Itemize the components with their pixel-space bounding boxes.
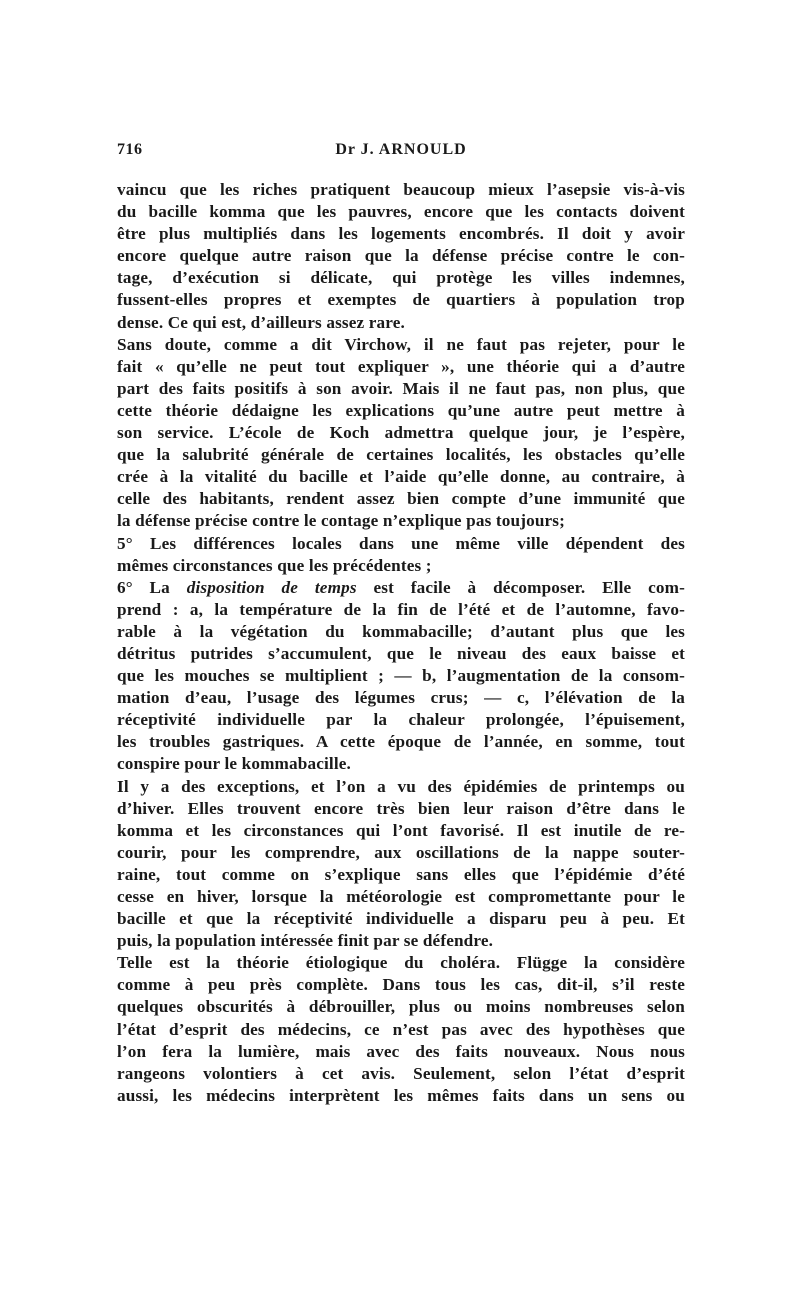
text-line: réceptivité individuelle par la chaleur prolongée, l’épuisement,	[117, 710, 685, 730]
text-line: mation d’eau, l’usage des légumes crus; — c, l’élévation de la	[117, 688, 685, 708]
italic-phrase: disposition de temps	[186, 577, 357, 597]
text-line: conspire pour le kommabacille.	[117, 754, 351, 774]
running-head-author: Dr J. ARNOULD	[335, 141, 467, 158]
text-line: raine, tout comme on s’explique sans elles que l’épidémie d’été	[117, 864, 685, 884]
running-head	[117, 141, 685, 165]
text-line: komma et les circonstances qui l’ont favorisé. Il est inutile de re-	[117, 820, 685, 840]
text-line: rable à la végétation du kommabacille; d’autant plus que les	[117, 621, 685, 641]
text-line: part des faits positifs à son avoir. Mais il ne faut pas, non plus, que	[117, 378, 685, 398]
body-text	[117, 179, 685, 1107]
text-line: que la salubrité générale de certaines localités, les obstacles qu’elle	[117, 445, 685, 465]
text-line: l’on fera la lumière, mais avec des faits nouveaux. Nous nous	[117, 1041, 685, 1061]
text-line: cesse en hiver, lorsque la météorologie est compromettante pour le	[117, 887, 685, 906]
text-line: du bacille komma que les pauvres, encore que les contacts doivent	[117, 202, 685, 222]
book-page	[117, 141, 685, 1107]
text-line: prend : a, la température de la fin de l’été et de l’automne, favo-	[117, 599, 685, 619]
text-line: crée à la vitalité du bacille et l’aide qu’elle donne, au contraire, à	[117, 467, 685, 487]
text-line: Il y a des exceptions, et l’on a vu des épidémies de printemps ou	[117, 776, 685, 796]
text-line: quelques obscurités à débrouiller, plus ou moins nombreuses selon	[117, 997, 685, 1017]
text-fragment: est facile à décomposer. Elle com-	[356, 577, 685, 597]
text-line: Sans doute, comme a dit Virchow, il ne faut pas rejeter, pour le	[117, 334, 685, 354]
text-line: que les mouches se multiplient ; — b, l’augmentation de la consom-	[117, 666, 685, 686]
text-line: puis, la population intéressée finit par se défendre.	[117, 931, 494, 951]
text-line: encore quelque autre raison que la défense précise contre le con-	[117, 246, 685, 266]
text-line: mêmes circonstances que les précédentes ;	[117, 555, 432, 575]
text-fragment: 6° La	[117, 577, 187, 597]
text-line: la défense précise contre le contage n’explique pas toujours;	[117, 511, 566, 531]
text-line: comme à peu près complète. Dans tous les cas, dit-il, s’il reste	[117, 975, 685, 995]
text-line: cette théorie dédaigne les explications qu’une autre peut mettre à	[117, 400, 685, 420]
text-line: 5° Les différences locales dans une même ville dépendent des	[117, 533, 685, 553]
text-line: d’hiver. Elles trouvent encore très bien leur raison d’être dans le	[117, 798, 685, 818]
text-line: fait « qu’elle ne peut tout expliquer », une théorie qui a d’autre	[117, 356, 685, 376]
text-line: vaincu que les riches pratiquent beaucoup mieux l’asepsie vis-à-vis	[117, 180, 685, 199]
text-line: bacille et que la réceptivité individuelle a disparu peu à peu. Et	[117, 909, 685, 929]
text-line: fussent-elles propres et exemptes de quartiers à population trop	[117, 290, 685, 310]
text-line: celle des habitants, rendent assez bien compte d’une immunité que	[117, 489, 685, 509]
text-line: l’état d’esprit des médecins, ce n’est pas avec des hypothèses que	[117, 1019, 685, 1039]
text-line: courir, pour les comprendre, aux oscillations de la nappe souter-	[117, 842, 685, 862]
text-line: rangeons volontiers à cet avis. Seulement, selon l’état d’esprit	[117, 1063, 685, 1083]
text-line: détritus putrides s’accumulent, que le niveau des eaux baisse et	[117, 643, 685, 663]
page-number: 716	[117, 141, 143, 158]
text-line: aussi, les médecins interprètent les mêmes faits dans un sens ou	[117, 1085, 685, 1105]
text-line: les troubles gastriques. A cette époque de l’année, en somme, tout	[117, 732, 685, 752]
text-line: tage, d’exécution si délicate, qui protège les villes indemnes,	[117, 268, 685, 288]
text-line: Telle est la théorie étiologique du choléra. Flügge la considère	[117, 953, 685, 973]
text-line: être plus multipliés dans les logements encombrés. Il doit y avoir	[117, 224, 685, 244]
text-line: dense. Ce qui est, d’ailleurs assez rare.	[117, 312, 405, 332]
text-line: son service. L’école de Koch admettra quelque jour, je l’espère,	[117, 423, 685, 443]
text-line	[117, 577, 685, 599]
